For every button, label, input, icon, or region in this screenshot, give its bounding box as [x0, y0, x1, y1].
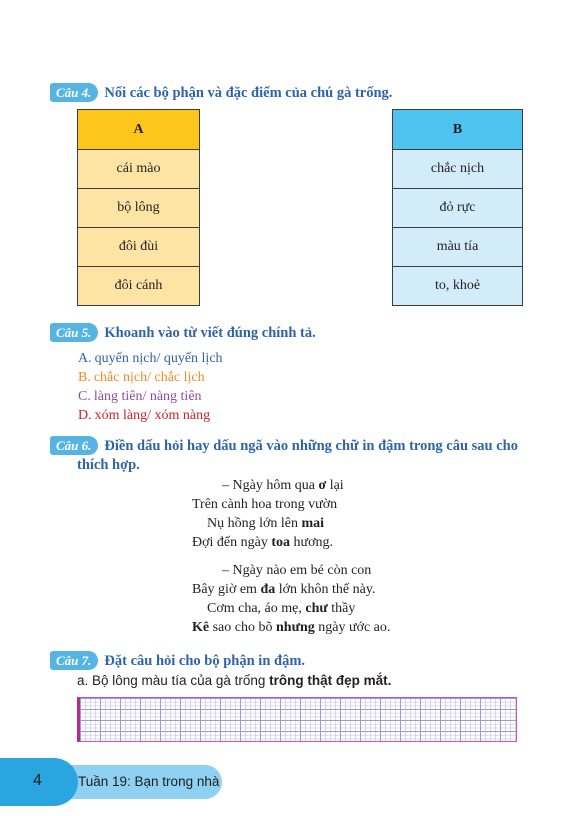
- option-letter: C.: [78, 389, 91, 404]
- poem-line: [192, 620, 390, 636]
- question-7-badge: Câu 7.: [50, 651, 98, 670]
- question-4-title: Nối các bộ phận và đặc điểm của chú gà trống.: [104, 85, 393, 101]
- question-7-header: [50, 651, 305, 671]
- table-b: [392, 109, 523, 306]
- option-text: làng tiên/ nàng tiên: [93, 389, 202, 404]
- poem-text: ngày ước ao.: [314, 620, 391, 635]
- question-4-badge: Câu 4.: [50, 83, 98, 102]
- poem-text: Bây giờ em: [192, 582, 261, 597]
- poem-blank-word[interactable]: nhưng: [276, 620, 315, 635]
- question-4-header: [50, 83, 392, 103]
- option-d[interactable]: [78, 407, 210, 425]
- table-a-cell[interactable]: đôi đùi: [78, 228, 200, 267]
- table-a: [77, 109, 200, 306]
- question-7-sub-a: [77, 673, 391, 688]
- question-5-badge: Câu 5.: [50, 323, 98, 342]
- table-b-header: B: [393, 110, 523, 150]
- option-text: quyến nịch/ quyến lịch: [94, 351, 223, 366]
- question-6-title: Điền dấu hỏi hay dấu ngã vào những chữ in đậm trong câu sau cho: [104, 438, 518, 454]
- sub-a-bold: trông thật đẹp mắt.: [269, 673, 392, 688]
- poem-text: sao cho bõ: [209, 620, 276, 635]
- question-5-title: Khoanh vào từ viết đúng chính tả.: [104, 325, 316, 341]
- table-b-cell[interactable]: đỏ rực: [393, 189, 523, 228]
- question-6-header: [50, 436, 520, 456]
- poem-blank-word[interactable]: toa: [271, 535, 291, 550]
- poem-blank-word[interactable]: ơ: [318, 478, 327, 493]
- option-letter: D.: [78, 408, 92, 423]
- week-label: Tuần 19: Bạn trong nhà: [78, 774, 220, 789]
- poem-line: – Ngày nào em bé còn con: [222, 563, 372, 578]
- poem-blank-word[interactable]: Kê: [192, 620, 210, 635]
- question-7-title: Đặt câu hỏi cho bộ phận in đậm.: [104, 653, 306, 669]
- poem-line: [207, 601, 355, 617]
- question-6-title-cont: thích hợp.: [77, 457, 140, 473]
- poem-text: thầy: [327, 601, 356, 616]
- page-number: 4: [33, 772, 42, 789]
- option-letter: A.: [78, 351, 92, 366]
- page-footer: [0, 758, 222, 806]
- table-b-cell[interactable]: to, khoẻ: [393, 267, 523, 306]
- table-a-header: A: [78, 110, 200, 150]
- poem-text: Đợi đến ngày: [192, 535, 272, 550]
- poem-blank-word[interactable]: mai: [301, 516, 325, 531]
- poem-blank-word[interactable]: đa: [260, 582, 276, 597]
- option-c[interactable]: [78, 388, 202, 406]
- table-b-cell[interactable]: màu tía: [393, 228, 523, 267]
- option-a[interactable]: [78, 350, 223, 368]
- option-letter: B.: [78, 370, 91, 385]
- poem-line: [207, 516, 324, 532]
- poem-line: [192, 582, 375, 598]
- table-a-cell[interactable]: đôi cánh: [78, 267, 200, 306]
- poem-text: Cơm cha, áo mẹ,: [207, 601, 306, 616]
- poem-line: Trên cành hoa trong vườn: [192, 497, 338, 512]
- poem-text: lớn khôn thế này.: [275, 582, 376, 597]
- poem-line: [192, 535, 333, 551]
- poem-text: – Ngày hôm qua: [222, 478, 319, 493]
- poem-text: lại: [326, 478, 344, 493]
- poem-text: Nụ hồng lớn lên: [207, 516, 302, 531]
- question-6-badge: Câu 6.: [50, 436, 98, 455]
- table-a-cell[interactable]: cái mào: [78, 150, 200, 189]
- option-b[interactable]: [78, 369, 205, 387]
- poem-blank-word[interactable]: chư: [305, 601, 328, 616]
- poem-text: hương.: [290, 535, 334, 550]
- option-text: chắc nịch/ chắc lịch: [93, 370, 205, 385]
- table-b-cell[interactable]: chắc nịch: [393, 150, 523, 189]
- question-5-header: [50, 323, 316, 343]
- table-a-cell[interactable]: bộ lông: [78, 189, 200, 228]
- poem-line: [222, 478, 344, 494]
- option-text: xóm làng/ xóm nàng: [94, 408, 211, 423]
- sub-a-text: a. Bộ lông màu tía của gà trống: [77, 673, 270, 688]
- handwriting-grid[interactable]: [77, 697, 517, 742]
